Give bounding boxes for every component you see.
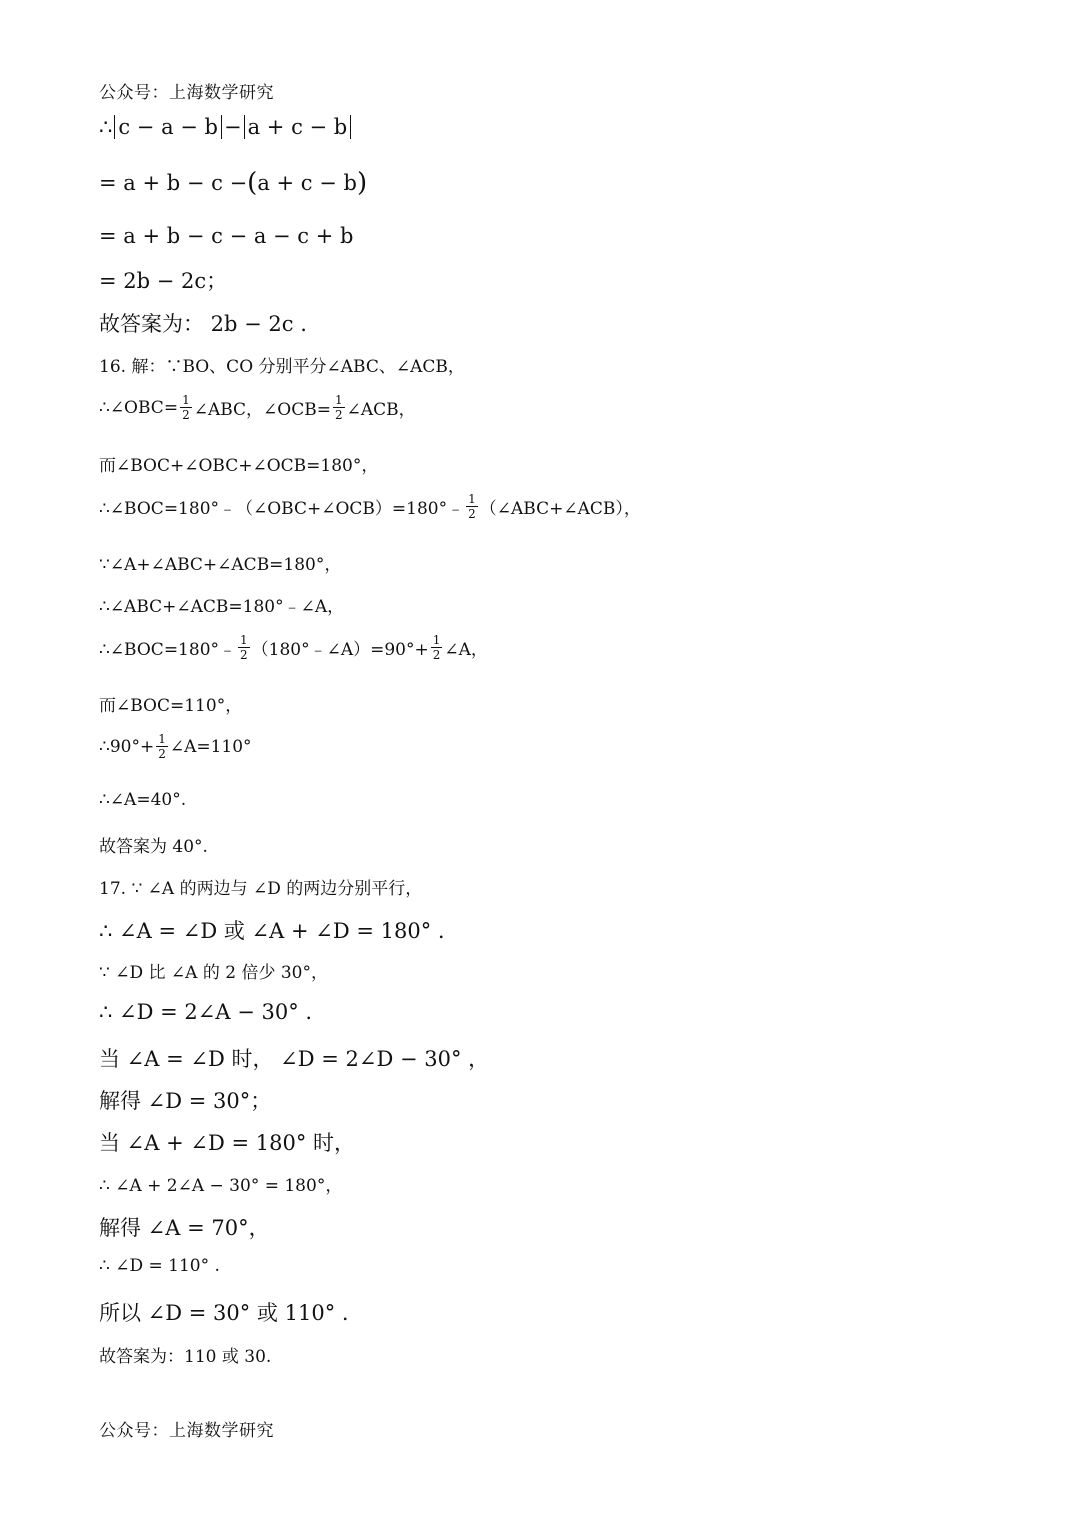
q16-l7-b: （180°﹣∠A）=90°+ [251, 640, 429, 660]
frac-den: 2 [158, 747, 166, 761]
fraction-one-half [156, 733, 168, 760]
q17-answer: 故答案为：110 或 30. [99, 1347, 272, 1367]
page-footer: 公众号：上海数学研究 [99, 1421, 274, 1441]
q16-line-7 [99, 634, 488, 661]
fraction-one-half [431, 634, 443, 661]
q17-line-6: 解得 ∠D = 30°； [99, 1089, 272, 1113]
frac-num: 1 [334, 393, 343, 407]
q16-answer: 故答案为 40°. [99, 837, 208, 857]
q16-line-4 [99, 493, 641, 520]
q15-minus: − [224, 115, 242, 139]
q16-l9-b: ∠A=110° [169, 736, 252, 757]
q15-line-4: = 2b − 2c； [99, 269, 228, 293]
q15-l2-inner: a + c − b [257, 171, 357, 195]
q16-l4-a: ∴∠BOC=180°﹣（∠OBC+∠OCB）=180°﹣ [99, 499, 465, 519]
q15-line-3: = a + b − c − a − c + b [99, 224, 354, 248]
q17-line-7: 当 ∠A + ∠D = 180° 时， [99, 1131, 356, 1155]
q17-line-10: ∴ ∠D = 110° . [99, 1256, 220, 1276]
q16-line-3: 而∠BOC+∠OBC+∠OCB=180°， [99, 456, 379, 476]
q15-abs-term-2: a + c − b [244, 115, 352, 139]
frac-den: 2 [334, 408, 343, 422]
q15-line-1 [99, 115, 353, 139]
q17-line-2: ∴ ∠A = ∠D 或 ∠A + ∠D = 180° . [99, 919, 445, 943]
q16-l2-c: ∠ACB， [346, 400, 416, 420]
frac-den: 2 [182, 408, 190, 422]
frac-num: 1 [182, 393, 190, 407]
q16-l7-c: ∠A， [444, 640, 488, 660]
q15-abs-term-1: c − a − b [114, 115, 222, 139]
frac-den: 2 [432, 648, 441, 662]
q15-answer: 故答案为： 2b − 2c . [99, 312, 307, 336]
q16-l4-b: （∠ABC+∠ACB）， [479, 499, 641, 519]
q17-line-11: 所以 ∠D = 30° 或 110° . [99, 1301, 349, 1325]
q16-line-8: 而∠BOC=110°， [99, 696, 243, 716]
frac-num: 1 [240, 633, 248, 647]
q15-therefore: ∴ [99, 115, 113, 139]
q15-l2-close-paren: ) [356, 168, 368, 198]
q17-line-9: 解得 ∠A = 70°， [99, 1216, 270, 1240]
q17-line-5: 当 ∠A = ∠D 时， ∠D = 2∠D − 30° ， [99, 1047, 490, 1071]
q16-line-6: ∴∠ABC+∠ACB=180°﹣∠A， [99, 597, 345, 617]
q16-l2-a: ∴∠OBC= [99, 397, 179, 418]
q16-l2-b: ∠ABC，∠OCB= [193, 400, 331, 420]
frac-num: 1 [158, 732, 166, 746]
q17-line-1: 17. ∵ ∠A 的两边与 ∠D 的两边分别平行， [99, 879, 423, 899]
q16-l9-a: ∴90°+ [99, 736, 155, 757]
q16-line-2 [99, 394, 416, 421]
q17-line-8: ∴ ∠A + 2∠A − 30° = 180°， [99, 1176, 343, 1196]
frac-num: 1 [468, 492, 476, 506]
fraction-one-half [180, 394, 192, 421]
q16-l7-a: ∴∠BOC=180°﹣ [99, 640, 237, 660]
fraction-one-half [238, 634, 250, 661]
q15-l2-open-paren: ( [247, 168, 258, 198]
q17-line-3: ∵ ∠D 比 ∠A 的 2 倍少 30°， [99, 963, 328, 983]
q16-line-1: 16. 解：∵BO、CO 分别平分∠ABC、∠ACB， [99, 357, 465, 377]
fraction-one-half [466, 493, 478, 520]
q17-line-4: ∴ ∠D = 2∠A − 30° . [99, 1000, 313, 1024]
page-header: 公众号：上海数学研究 [99, 83, 274, 103]
frac-num: 1 [432, 633, 441, 647]
q16-line-5: ∵∠A+∠ABC+∠ACB=180°， [99, 555, 342, 575]
fraction-one-half [333, 394, 345, 421]
frac-den: 2 [240, 648, 248, 662]
q15-line-2 [99, 170, 367, 196]
q15-l2-pre: = a + b − c − [99, 171, 248, 195]
frac-den: 2 [468, 507, 476, 521]
q16-line-9 [99, 733, 252, 760]
q16-line-10: ∴∠A=40°. [99, 790, 187, 810]
